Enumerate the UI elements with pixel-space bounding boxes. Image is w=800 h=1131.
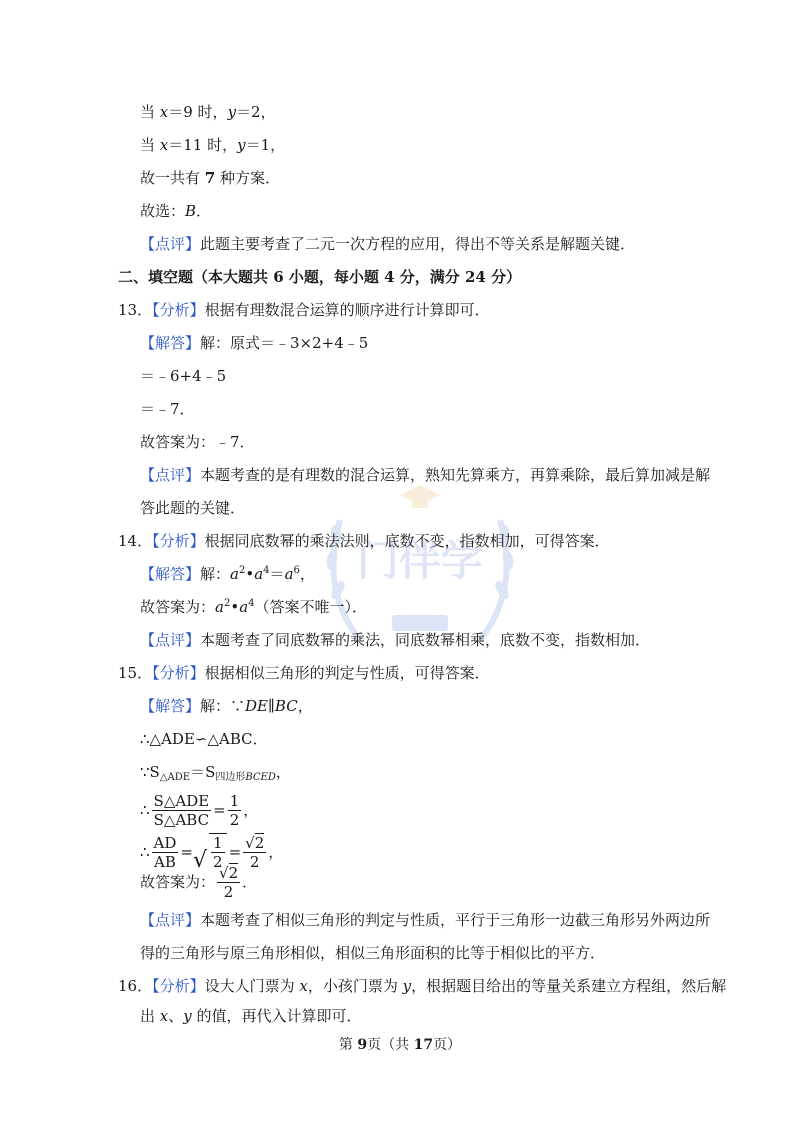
var-y: y xyxy=(402,977,412,995)
question-number: 16． xyxy=(118,977,153,995)
var-a: a xyxy=(215,598,224,616)
numerator xyxy=(217,864,240,883)
therefore: ∴ xyxy=(140,801,150,819)
q13-comment-cont: 答此题的关键． xyxy=(140,499,246,517)
q13-answer: 故答案为：﹣7． xyxy=(140,433,255,451)
comment-tag: 【点评】 xyxy=(140,631,201,649)
text: 第 xyxy=(338,1037,358,1053)
dot: • xyxy=(245,565,255,583)
q15-area xyxy=(140,762,291,788)
var-a: a xyxy=(284,565,294,583)
q15-comment-cont: 得的三角形与原三角形相似，相似三角形面积的比等于相似比的平方． xyxy=(140,944,606,962)
analysis-text: 根据同底数幂的乘法法则，底数不变，指数相加，可得答案． xyxy=(204,532,610,550)
solution-tag: 【解答】 xyxy=(140,565,201,583)
line-x9 xyxy=(140,102,276,122)
analysis-tag: 【分析】 xyxy=(152,977,205,995)
q15-analysis xyxy=(118,663,490,683)
text: ＝9 时， xyxy=(168,103,228,121)
text: 故答案为： xyxy=(140,873,216,891)
text: 种方案． xyxy=(215,169,280,187)
answer-letter: B xyxy=(185,202,197,220)
text: （答案不唯一）． xyxy=(254,598,368,616)
answer-fraction xyxy=(217,864,240,901)
q13-analysis xyxy=(118,300,490,320)
radicand: 2 xyxy=(254,833,265,852)
equals: ＝ xyxy=(269,565,285,583)
var-y: y xyxy=(183,1007,192,1025)
text: ，根据题目给出的等量关系建立方程组，然后解 xyxy=(411,977,727,995)
line-choice xyxy=(140,201,211,221)
total-pages: 17 xyxy=(413,1037,434,1053)
exponent: 4 xyxy=(248,598,255,609)
var-x: x xyxy=(299,977,308,995)
radical-sign: √ xyxy=(192,848,208,873)
q13-comment xyxy=(140,465,710,485)
analysis-tag: 【分析】 xyxy=(152,664,205,682)
text: 故答案为： xyxy=(140,598,216,616)
text: 页（共 xyxy=(367,1037,414,1053)
var-x: x xyxy=(159,136,169,154)
subscript: △ADE xyxy=(159,772,191,783)
question-number: 14． xyxy=(118,532,153,550)
denominator: AB xyxy=(154,852,176,871)
var-y: y xyxy=(227,103,237,121)
text: ， xyxy=(268,843,284,861)
denominator: 2 xyxy=(223,882,234,901)
equals: = xyxy=(180,843,193,861)
text: ． xyxy=(242,873,258,891)
numerator: AD xyxy=(153,833,177,852)
q13-solution xyxy=(140,333,368,353)
text: ＝S xyxy=(190,763,216,781)
var-y: y xyxy=(237,136,246,154)
area-fraction xyxy=(152,792,212,829)
solution-tag: 【解答】 xyxy=(140,334,201,352)
analysis-tag: 【分析】 xyxy=(152,532,205,550)
text: 、 xyxy=(168,1007,184,1025)
text: 出 xyxy=(140,1007,160,1025)
svg-text:门伴学: 门伴学 xyxy=(356,536,484,585)
denominator: 2 xyxy=(229,810,240,829)
denominator: S△ABC xyxy=(153,810,210,829)
q15-solution xyxy=(140,696,313,716)
var-a: a xyxy=(230,565,239,583)
comment-text: 本题考查了相似三角形的判定与性质，平行于三角形一边截三角形另外两边所 xyxy=(200,911,711,929)
comment-text: 本题考查了同底数幂的乘法，同底数幂相乘，底数不变，指数相加． xyxy=(200,631,651,649)
numerator: S△ADE xyxy=(153,791,210,810)
var-x: x xyxy=(159,103,169,121)
parallel-statement: DE∥BC xyxy=(245,697,298,715)
analysis-tag: 【分析】 xyxy=(152,301,205,319)
text: 当 xyxy=(140,103,160,121)
text: 设大人门票为 xyxy=(204,977,300,995)
comment-tag: 【点评】 xyxy=(140,466,201,484)
analysis-text: 根据相似三角形的判定与性质，可得答案． xyxy=(204,664,490,682)
q16-analysis-cont xyxy=(140,1006,362,1026)
text: ， xyxy=(275,763,291,781)
text: 的值，再代入计算即可． xyxy=(191,1007,362,1025)
text: ＝2， xyxy=(236,103,276,121)
text: 故一共有 xyxy=(140,169,205,187)
line-x11 xyxy=(140,135,285,155)
question-number: 15． xyxy=(118,664,153,682)
radical-sign: √ xyxy=(245,833,255,852)
comment-text: 本题考查的是有理数的混合运算，熟知先算乘方，再算乘除，最后算加减是解 xyxy=(200,466,711,484)
radical-sign: √ xyxy=(219,863,229,882)
var-x: x xyxy=(159,1007,169,1025)
exponent: 6 xyxy=(293,565,300,576)
q15-answer xyxy=(140,862,257,902)
q14-comment xyxy=(140,630,650,650)
text: ∵S xyxy=(140,763,160,781)
text: 解：∵ xyxy=(200,697,246,715)
text: 页） xyxy=(433,1037,462,1053)
subscript: BCED xyxy=(245,772,276,783)
text: 解： xyxy=(200,565,231,583)
q14-analysis xyxy=(118,531,610,551)
comment-tag: 【点评】 xyxy=(140,235,201,253)
page-number: 9 xyxy=(357,1037,368,1053)
text: ，小孩门票为 xyxy=(307,977,403,995)
solution-text: 解：原式＝﹣3×2+4﹣5 xyxy=(200,334,369,352)
q14-solution xyxy=(140,564,315,584)
text: 当 xyxy=(140,136,160,154)
numerator: 1 xyxy=(229,791,240,810)
text: ＝1， xyxy=(245,136,286,154)
denominator: 2 xyxy=(249,852,260,871)
question-number: 13． xyxy=(118,301,153,319)
q15-area-ratio xyxy=(140,790,258,830)
line-plan-count xyxy=(140,168,280,188)
q15-comment xyxy=(140,910,710,930)
var-a: a xyxy=(239,598,249,616)
numerator: 1 xyxy=(213,834,223,852)
equals: = xyxy=(228,843,242,861)
q14-answer xyxy=(140,597,367,617)
comment-text: 此题主要考查了二元一次方程的应用，得出不等关系是解题关键． xyxy=(200,235,636,253)
therefore: ∴ xyxy=(140,843,150,861)
q13-step1: ＝﹣6+4﹣5 xyxy=(140,367,227,385)
var-a: a xyxy=(254,565,264,583)
text: ． xyxy=(196,202,212,220)
q13-step2: ＝﹣7． xyxy=(140,400,195,418)
subscript: 四边形 xyxy=(215,772,246,783)
numerator xyxy=(243,834,266,853)
dot: • xyxy=(230,598,240,616)
radicand: 2 xyxy=(228,863,239,882)
ratio-fraction xyxy=(228,792,242,829)
solution-tag: 【解答】 xyxy=(140,697,201,715)
q16-analysis xyxy=(118,976,726,996)
comment-q12 xyxy=(140,234,635,254)
section-heading: 二、填空题（本大题共 6 小题，每小题 4 分，满分 24 分） xyxy=(118,268,522,286)
denominator: 2 xyxy=(213,853,223,871)
page-footer xyxy=(0,1034,800,1054)
text: ＝11 时， xyxy=(168,136,238,154)
text: 故选： xyxy=(140,202,186,220)
text: ， xyxy=(243,801,259,819)
text: ， xyxy=(299,565,315,583)
comment-tag: 【点评】 xyxy=(140,911,201,929)
exponent: 2 xyxy=(223,598,231,609)
analysis-text: 根据有理数混合运算的顺序进行计算即可． xyxy=(204,301,490,319)
q15-similar: ∴△ADE∽△ABC． xyxy=(140,730,268,748)
exponent: 2 xyxy=(238,565,246,576)
number: 7 xyxy=(204,169,216,187)
equals: = xyxy=(213,801,226,819)
text: ， xyxy=(297,697,313,715)
exponent: 4 xyxy=(263,565,270,576)
